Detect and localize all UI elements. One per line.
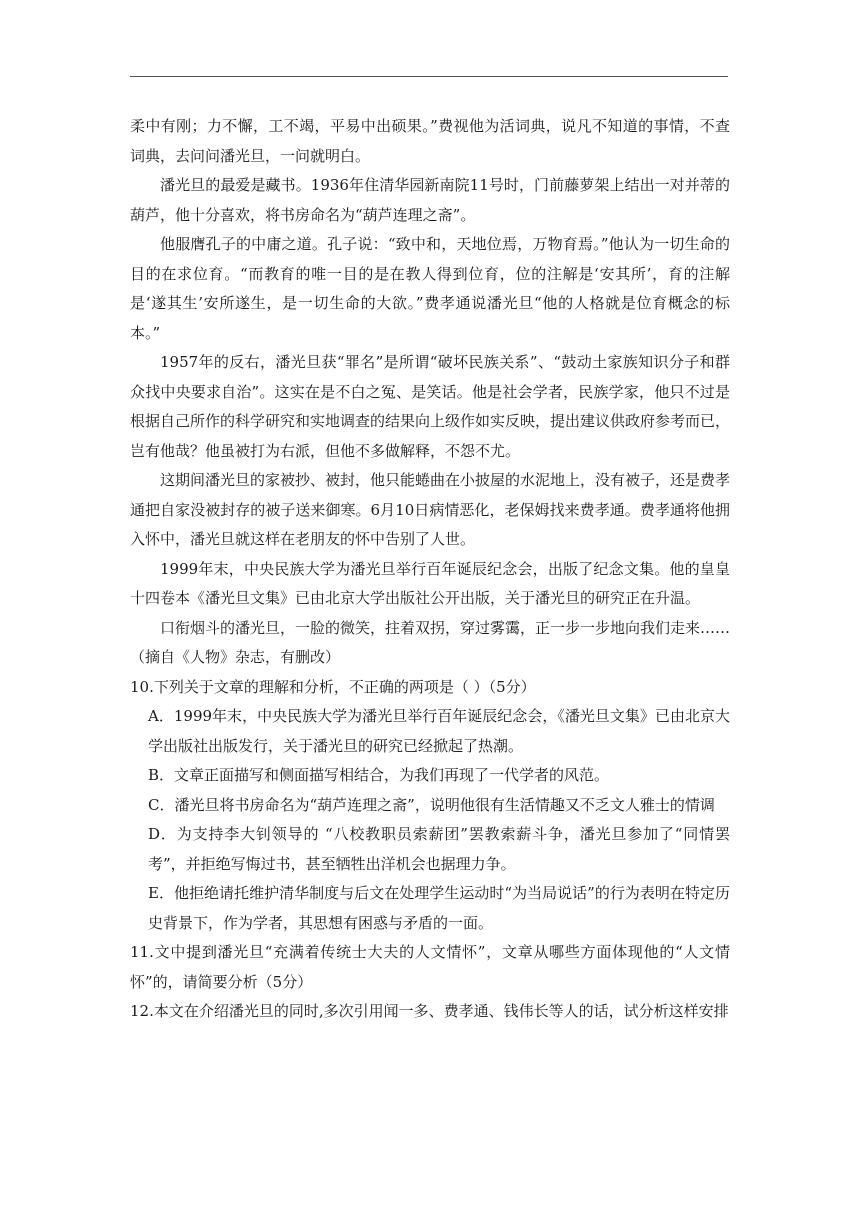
question-10-option-d: D．为支持李大钊领导的 “八校教职员索薪团”罢教索薪斗争，潘光旦参加了“同情罢考”，并拒绝写悔过书，甚至牺牲出洋机会也据理力争。 — [148, 825, 730, 873]
question-12: 12.本文在介绍潘光旦的同时,多次引用闻一多、费孝通、钱伟长等人的话，试分析这样安排 — [130, 1002, 729, 1020]
question-10-option-e: E．他拒绝请托维护清华制度与后文在处理学生运动时“为当局说话”的行为表明在特定历史背景下，作为学者，其思想有困惑与矛盾的一面。 — [148, 884, 730, 932]
question-11: 11.文中提到潘光旦“充满着传统士大夫的人文情怀”，文章从哪些方面体现他的“人文情怀”的，请简要分析（5分） — [130, 943, 730, 991]
paragraph-1957: 1957年的反右，潘光旦获“罪名”是所谓“破坏民族关系”、“鼓动土家族知识分子和群众找中央要求自治”。这实在是不白之冤、是笑话。他是社会学者，民族学家，他只不过是根据自己所作的科学研究和实地调查的结果向上级作如实反映，提出建议供政府参考而已，岂有他哉？他虽被打为右派，但他不多做解释，不怨不尤。 — [130, 353, 731, 460]
document-body — [130, 112, 730, 1027]
paragraph-final-days: 这期间潘光旦的家被抄、被封，他只能蜷曲在小披屋的水泥地上，没有被子，还是费孝通把自家没被封存的被子送来御寒。6月10日病情恶化，老保姆找来费孝通。费孝通将他拥入怀中，潘光旦就这样在老朋友的怀中告别了人世。 — [130, 471, 731, 548]
header-rule — [130, 76, 728, 77]
question-10-option-b: B．文章正面描写和侧面描写相结合，为我们再现了一代学者的风范。 — [148, 766, 610, 784]
question-10-option-a: A．1999年末，中央民族大学为潘光旦举行百年诞辰纪念会，《潘光旦文集》已由北京大学出版社出版发行，关于潘光旦的研究已经掀起了热潮。 — [148, 707, 730, 755]
source-note: （摘自《人物》杂志，有删改） — [130, 648, 341, 666]
paragraph-closing: 口衔烟斗的潘光旦，一脸的微笑，拄着双拐，穿过雾霭，正一步一步地向我们走来…… — [160, 618, 731, 637]
paragraph-book-collecting: 潘光旦的最爱是藏书。1936年住清华园新南院11号时，门前藤萝架上结出一对并蒂的葫芦，他十分喜欢，将书房命名为“葫芦连理之斋”。 — [130, 176, 730, 224]
question-10-stem: 10.下列关于文章的理解和分析，不正确的两项是（ ）（5分） — [130, 677, 536, 696]
paragraph-1999: 1999年末，中央民族大学为潘光旦举行百年诞辰纪念会，出版了纪念文集。他的皇皇十四卷本《潘光旦文集》已由北京大学出版社公开出版，关于潘光旦的研究正在升温。 — [130, 559, 730, 607]
paragraph-zhongyong: 他服膺孔子的中庸之道。孔子说：“致中和，天地位焉，万物育焉。”他认为一切生命的目的在求位育。“而教育的唯一目的是在教人得到位育，位的注解是‘安其所’，育的注解是‘遂其生’安所遂生，是一切生命的大欲。”费孝通说潘光旦“他的人格就是位育概念的标本。” — [130, 235, 730, 342]
question-10-option-c: C．潘光旦将书房命名为“葫芦连理之斋”，说明他很有生活情趣又不乏文人雅士的情调 — [148, 795, 715, 814]
paragraph-continuation: 柔中有刚；力不懈，工不竭，平易中出硕果。”费视他为活词典，说凡不知道的事情，不查词典，去问问潘光旦，一问就明白。 — [130, 117, 730, 165]
